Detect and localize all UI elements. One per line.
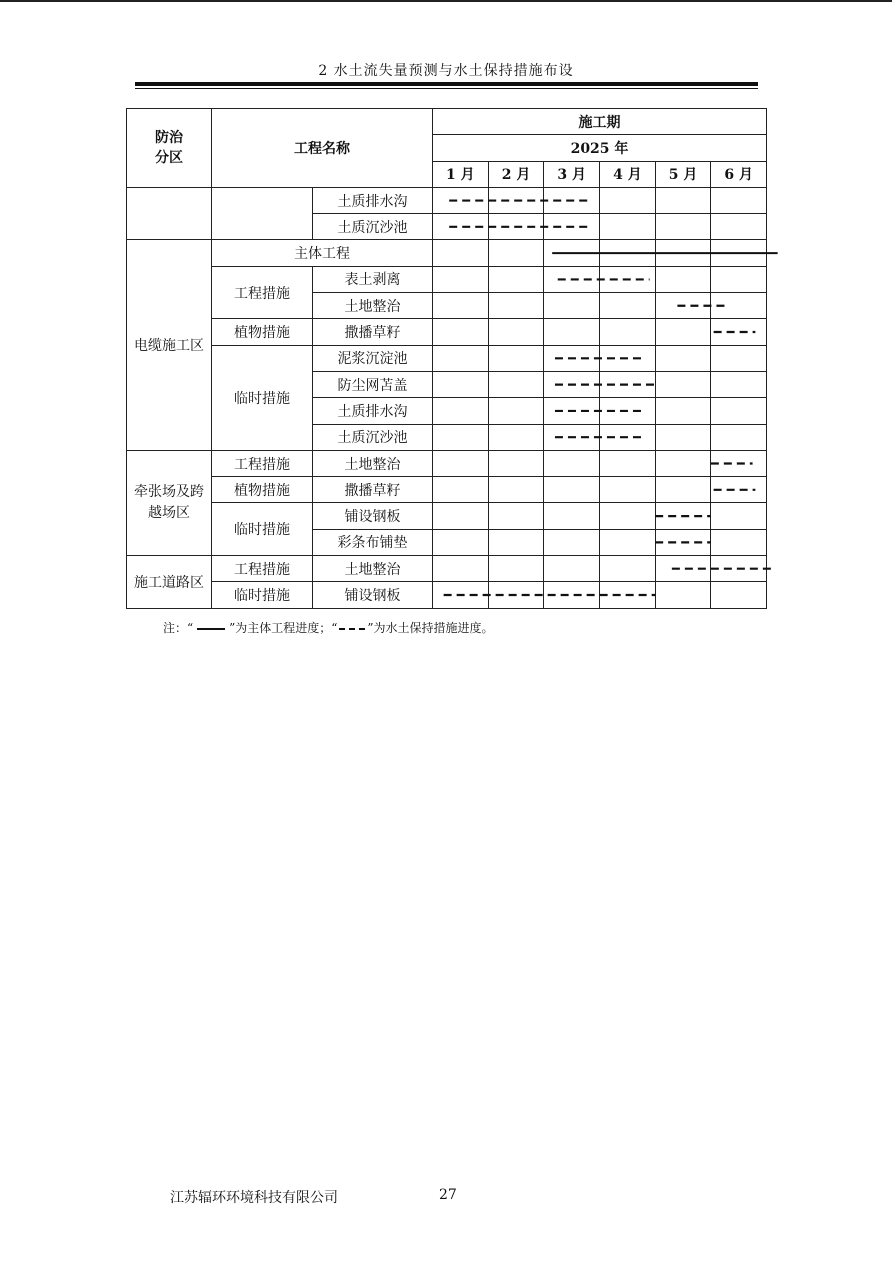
table-row [127,503,767,529]
category-engineering: 工程措施 [212,450,313,476]
header-month: 6 月 [711,161,767,187]
page-number: 27 [439,1187,457,1203]
header-rule-thin [135,88,758,89]
header-month: 4 月 [600,161,656,187]
category-temporary: 临时措施 [212,582,313,608]
table-row [127,319,767,345]
item-name: 土质沉沙池 [313,424,433,450]
header-construction-period: 施工期 [433,109,767,135]
item-name: 铺设钢板 [313,503,433,529]
header-month: 5 月 [655,161,711,187]
item-name: 撒播草籽 [313,319,433,345]
zone-cable-construction: 电缆施工区 [127,240,212,450]
table-row [127,582,767,608]
item-name: 防尘网苫盖 [313,371,433,397]
note-prefix: 注：“ [163,621,194,635]
item-name: 撒播草籽 [313,477,433,503]
table-row [127,240,767,266]
note-suffix: ”为水土保持措施进度。 [367,621,494,635]
header-rule-thick [135,82,758,86]
table-row [127,187,767,213]
header-month: 1 月 [433,161,489,187]
item-name: 泥浆沉淀池 [313,345,433,371]
header-month: 2 月 [488,161,544,187]
category-cell-empty [212,187,313,240]
item-name: 土质排水沟 [313,398,433,424]
table-row [127,345,767,371]
category-engineering: 工程措施 [212,266,313,319]
category-engineering: 工程措施 [212,556,313,582]
zone-tension-crossing: 牵张场及跨 越场区 [127,450,212,555]
table-row [127,266,767,292]
table-row [127,556,767,582]
category-vegetation: 植物措施 [212,319,313,345]
header-month: 3 月 [544,161,600,187]
category-temporary: 临时措施 [212,345,313,450]
solid-line-legend-icon [197,628,225,630]
item-name: 土地整治 [313,556,433,582]
zone-construction-road: 施工道路区 [127,556,212,609]
header-zone: 防治 分区 [127,109,212,188]
item-name: 土质沉沙池 [313,214,433,240]
legend-note [163,619,494,636]
item-name: 土质排水沟 [313,187,433,213]
item-name: 表土剥离 [313,266,433,292]
item-name: 铺设钢板 [313,582,433,608]
construction-schedule-table [126,108,767,609]
note-mid: ”为主体工程进度；“ [229,621,338,635]
table-row [127,450,767,476]
zone-cell-empty [127,187,212,240]
page-top-border [0,0,892,2]
item-name: 主体工程 [212,240,433,266]
item-name: 土地整治 [313,450,433,476]
running-header: 2 水土流失量预测与水土保持措施布设 [318,63,574,79]
category-temporary: 临时措施 [212,503,313,556]
dashed-line-legend-icon [339,628,365,630]
header-year: 2025 年 [433,135,767,161]
category-vegetation: 植物措施 [212,477,313,503]
table-row [127,477,767,503]
item-name: 彩条布铺垫 [313,529,433,555]
item-name: 土地整治 [313,293,433,319]
footer-company: 江苏辐环环境科技有限公司 [170,1190,338,1206]
header-project-name: 工程名称 [212,109,433,188]
